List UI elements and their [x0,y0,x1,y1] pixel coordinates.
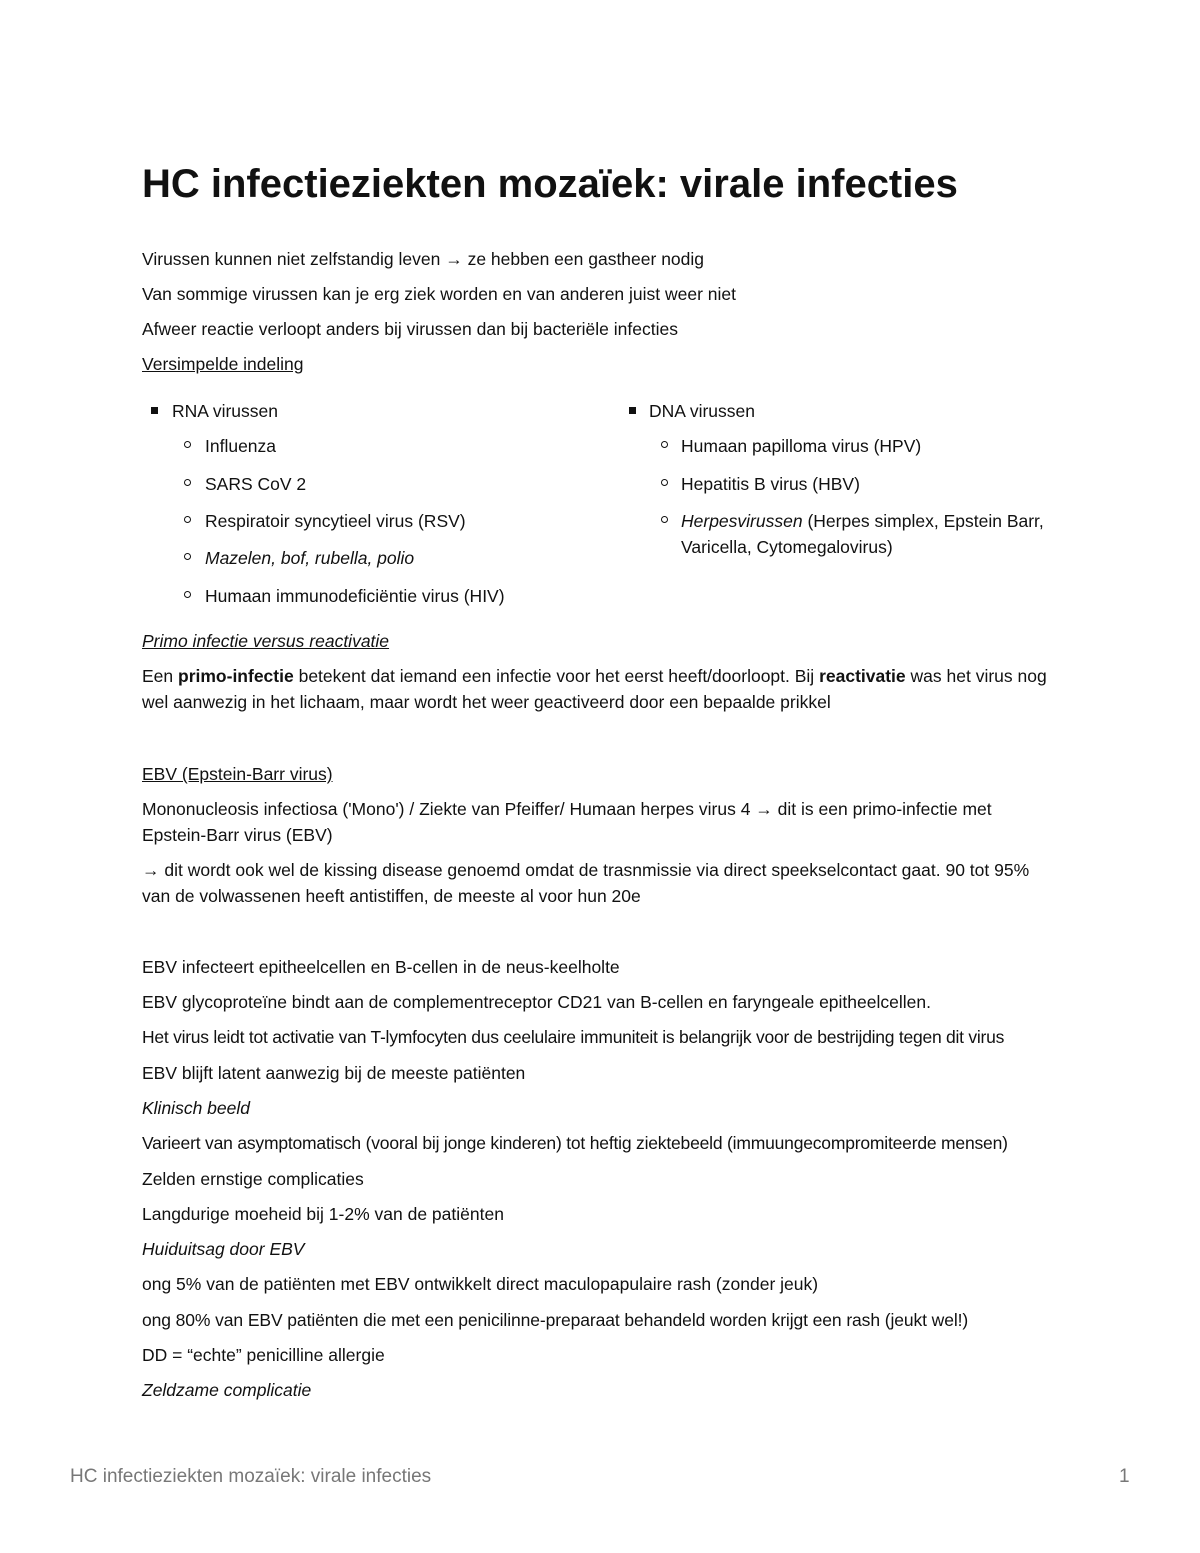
ebv-paragraph-2: → dit wordt ook wel de kissing disease genoemd omdat de trasnmissie via direct speekselcontact gaat. 90 tot 95% van de volwassenen heeft antistiffen, de meeste al voor hun 20e [142,860,1030,906]
primo-text: betekent dat iemand een infectie voor het eerst heeft/doorloopt. Bij [293,666,820,686]
dna-item: Hepatitis B virus (HBV) [681,474,860,494]
dna-item: Humaan papilloma virus (HPV) [681,436,922,456]
zeldzaam-heading: Zeldzame complicatie [142,1380,312,1400]
huid-heading: Huiduitsag door EBV [142,1239,305,1259]
rna-item: SARS CoV 2 [205,474,307,494]
ebv-line: EBV glycoproteïne bindt aan de complementreceptor CD21 van B-cellen en faryngeale epitheelcellen. [142,992,931,1012]
ebv-line: EBV blijft latent aanwezig bij de meeste patiënten [142,1063,526,1083]
ebv-paragraph-1: Mononucleosis infectiosa ('Mono') / Ziekte van Pfeiffer/ Humaan herpes virus 4 → dit is een primo-infectie met Epstein-Barr virus (EBV) [142,799,992,845]
klinisch-line: Varieert van asymptomatisch (vooral bij jonge kinderen) tot heftig ziektebeeld (immuungecompromiteerde mensen) [142,1133,1008,1153]
primo-heading: Primo infectie versus reactivatie [142,631,390,651]
circle-bullet-icon [661,441,668,448]
huid-line: ong 80% van EBV patiënten die met een penicilinne-preparaat behandeld worden krijgt een rash (jeukt wel!) [142,1310,969,1330]
circle-bullet-icon [184,479,191,486]
ebv-line: EBV infecteert epitheelcellen en B-cellen in de neus-keelholte [142,957,620,977]
klinisch-line: Zelden ernstige complicaties [142,1169,364,1189]
primo-text: was het virus nog wel aanwezig in het lichaam, maar wordt het weer geactiveerd door een bepaalde prikkel [142,666,1047,712]
primo-text: Een [142,666,178,686]
primo-paragraph [142,663,1062,715]
circle-bullet-icon [184,441,191,448]
circle-bullet-icon [184,516,191,523]
intro-line-1: Virussen kunnen niet zelfstandig leven → ze hebben een gastheer nodig [142,249,705,269]
rna-item: Humaan immunodeficiëntie virus (HIV) [205,586,505,606]
rna-item: Respiratoir syncytieel virus (RSV) [205,511,466,531]
ebv-line: Het virus leidt tot activatie van T-lymfocyten dus ceelulaire immuniteit is belangrijk voor de bestrijding tegen dit virus [142,1027,1005,1047]
circle-bullet-icon [661,479,668,486]
huid-line: ong 5% van de patiënten met EBV ontwikkelt direct maculopapulaire rash (zonder jeuk) [142,1274,819,1294]
footer-title: HC infectieziekten mozaïek: virale infecties [70,1466,432,1487]
circle-bullet-icon [184,553,191,560]
circle-bullet-icon [661,516,668,523]
intro-line-3: Afweer reactie verloopt anders bij virussen dan bij bacteriële infecties [142,319,678,339]
huid-line: DD = “echte” penicilline allergie [142,1345,385,1365]
page-number: 1 [1119,1466,1130,1487]
klinisch-line: Langdurige moeheid bij 1-2% van de patiënten [142,1204,504,1224]
page-title: HC infectieziekten mozaïek: virale infecties [142,162,958,206]
primo-term: primo-infectie [178,666,294,686]
square-bullet-icon [151,407,158,414]
herpes-label: Herpesvirussen [681,511,803,531]
rna-item: Mazelen, bof, rubella, polio [205,548,415,568]
indeling-heading: Versimpelde indeling [142,354,304,374]
rna-item: Influenza [205,436,277,456]
square-bullet-icon [629,407,636,414]
rna-label: RNA virussen [172,401,279,421]
dna-item-herpes [681,508,1061,560]
reactivatie-term: reactivatie [819,666,906,686]
dna-label: DNA virussen [649,401,756,421]
ebv-heading: EBV (Epstein-Barr virus) [142,764,333,784]
klinisch-heading: Klinisch beeld [142,1098,250,1118]
circle-bullet-icon [184,591,191,598]
herpes-detail: (Herpes simplex, Epstein Barr, Varicella, Cytomegalovirus) [681,511,1044,557]
intro-line-2: Van sommige virussen kan je erg ziek worden en van anderen juist weer niet [142,284,737,304]
